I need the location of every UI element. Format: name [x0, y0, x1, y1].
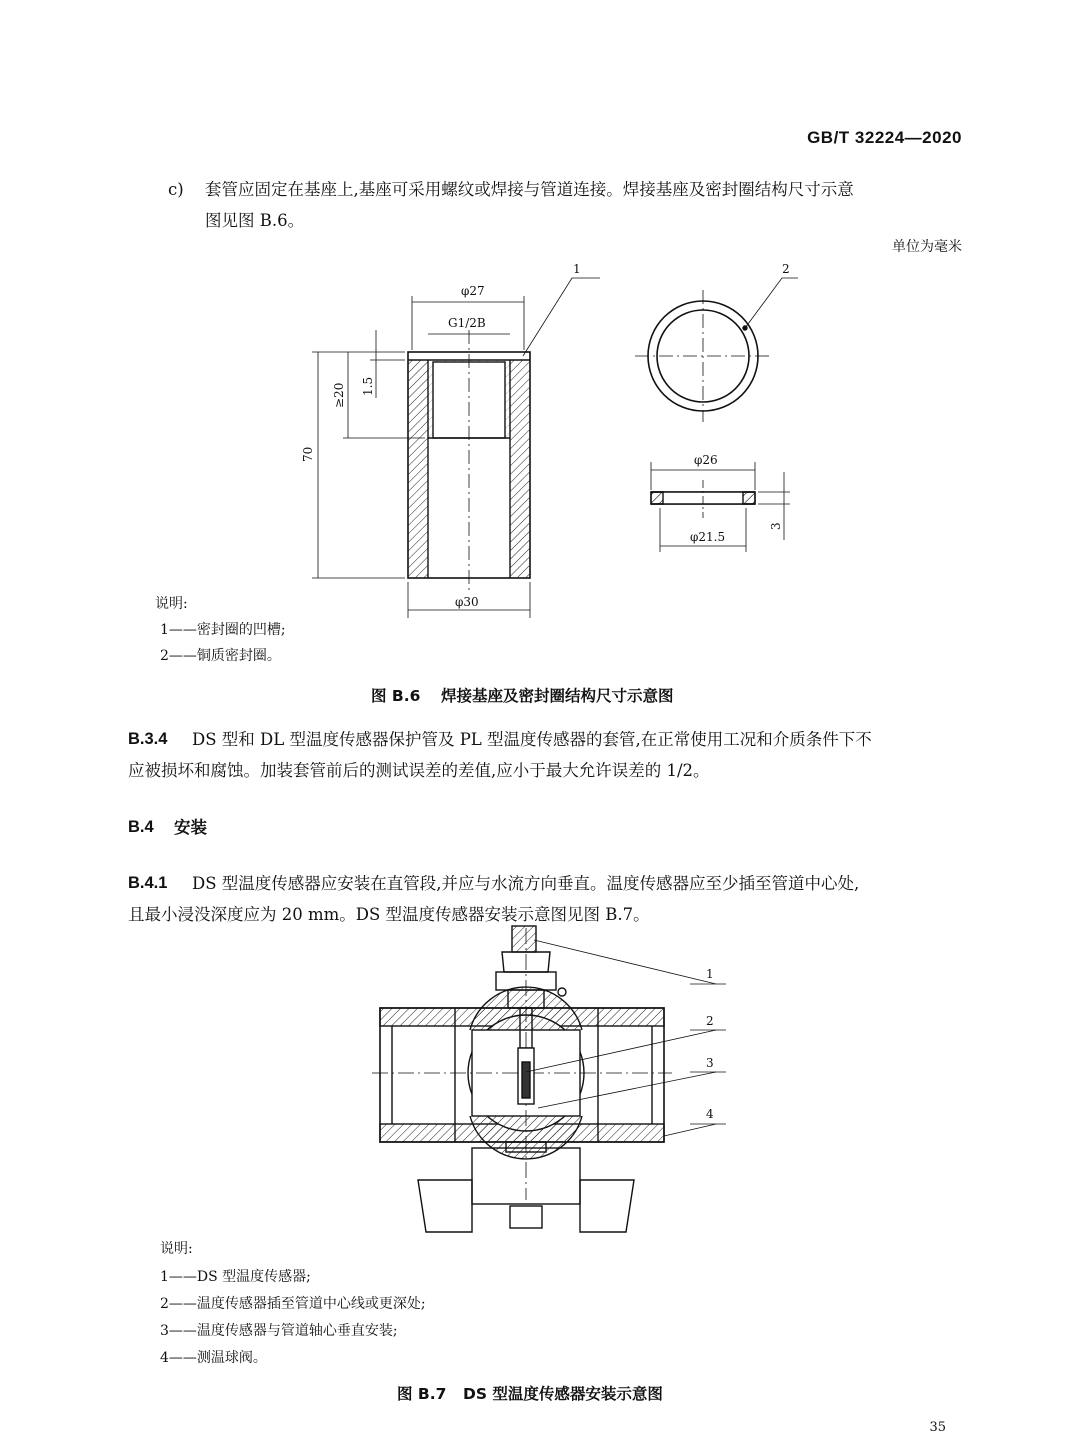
b7-legend-item-1: 1——DS 型温度传感器;	[160, 1269, 311, 1285]
b6-legend-item-2: 2——铜质密封圈。	[160, 648, 281, 664]
b7-callout-1: 1	[706, 967, 714, 981]
unit-note: 单位为毫米	[892, 239, 962, 255]
callout-1: 1	[573, 262, 581, 276]
dim-1-5: 1.5	[361, 376, 375, 396]
clause-b41-line1: DS 型温度传感器应安装在直管段,并应与水流方向垂直。温度传感器应至少插至管道中心处,	[192, 874, 860, 893]
figure-b7-caption: DS 型温度传感器安装示意图	[463, 1385, 663, 1403]
dim-g12b: G1/2B	[448, 316, 486, 330]
b7-legend-item-2: 2——温度传感器插至管道中心线或更深处;	[160, 1296, 426, 1312]
b6-legend-title: 说明:	[155, 596, 188, 612]
dim-ge20: ≥20	[332, 382, 346, 408]
dim-phi26: φ26	[694, 453, 718, 467]
figure-b7-number: 图 B.7	[397, 1385, 447, 1403]
clause-c-line1: 套管应固定在基座上,基座可采用螺纹或焊接与管道连接。焊接基座及密封圈结构尺寸示意	[205, 180, 854, 199]
clause-b34-line1: DS 型和 DL 型温度传感器保护管及 PL 型温度传感器的套管,在正常使用工况和介质条件下不	[192, 730, 872, 749]
clause-c-marker: c)	[168, 180, 184, 199]
page-number: 35	[929, 1420, 946, 1435]
b7-legend-item-4: 4——测温球阀。	[160, 1350, 267, 1366]
callout-2: 2	[782, 262, 790, 276]
dim-phi30: φ30	[455, 595, 479, 609]
figure-b7-drawing	[0, 920, 1080, 1242]
section-b4-title: 安装	[174, 818, 207, 837]
clause-b34-line2: 应被损坏和腐蚀。加装套管前后的测试误差的差值,应小于最大允许误差的 1/2。	[128, 761, 710, 780]
clause-c-line2: 图见图 B.6。	[205, 211, 305, 230]
dim-phi27: φ27	[461, 284, 485, 298]
clause-b34-number: B.3.4	[128, 730, 168, 748]
standard-number: GB/T 32224—2020	[807, 128, 962, 147]
dim-3: 3	[769, 522, 783, 530]
b7-legend-title: 说明:	[160, 1241, 193, 1257]
clause-b41-line2: 且最小浸没深度应为 20 mm。DS 型温度传感器安装示意图见图 B.7。	[128, 905, 650, 924]
b7-callout-2: 2	[706, 1014, 714, 1028]
dim-phi215: φ21.5	[690, 530, 726, 544]
clause-b41-number: B.4.1	[128, 874, 168, 892]
dim-70: 70	[301, 446, 315, 462]
b7-callout-3: 3	[706, 1056, 714, 1070]
b7-legend-item-3: 3——温度传感器与管道轴心垂直安装;	[160, 1323, 398, 1339]
b7-callout-4: 4	[706, 1107, 714, 1121]
section-b4-number: B.4	[128, 818, 154, 836]
figure-b6-number: 图 B.6	[371, 687, 421, 705]
figure-b6-caption: 焊接基座及密封圈结构尺寸示意图	[441, 687, 674, 705]
figure-b6-drawing	[0, 250, 1080, 620]
b6-legend-item-1: 1——密封圈的凹槽;	[160, 622, 286, 638]
